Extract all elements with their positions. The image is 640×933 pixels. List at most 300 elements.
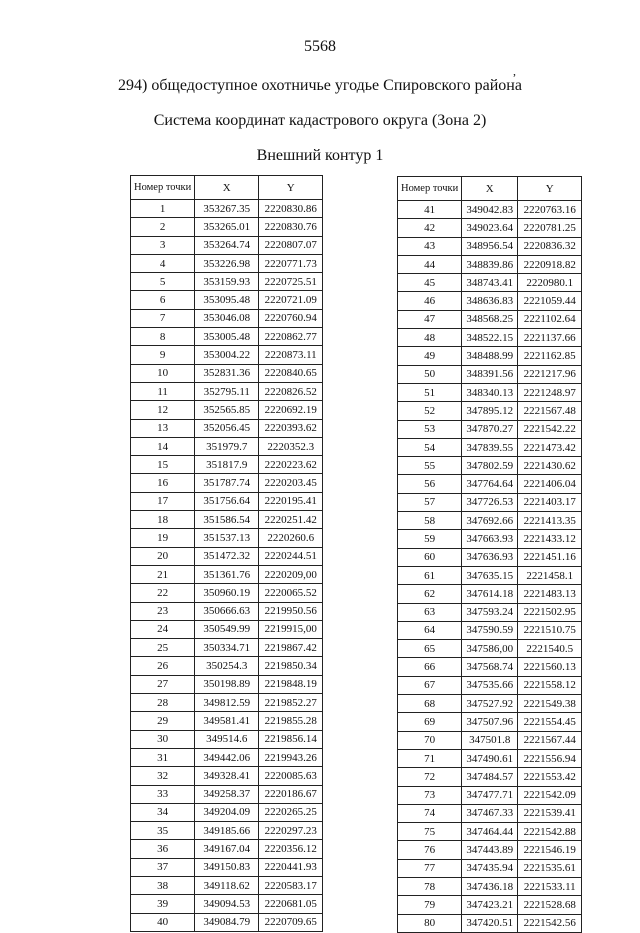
x-coordinate-cell: 347484.57 [462, 768, 518, 786]
table-row [398, 292, 582, 310]
x-coordinate-cell: 347423.21 [462, 896, 518, 914]
x-coordinate-cell: 353265.01 [195, 218, 259, 236]
x-coordinate-cell: 347464.44 [462, 823, 518, 841]
y-coordinate-cell: 2220830.76 [259, 218, 323, 236]
y-coordinate-cell: 2221137.66 [518, 329, 582, 347]
table-row [398, 658, 582, 676]
point-number-cell: 6 [131, 291, 195, 309]
x-coordinate-cell: 347839.55 [462, 438, 518, 456]
table-row [398, 548, 582, 566]
x-coordinate-cell: 349442.06 [195, 748, 259, 766]
table-row [398, 676, 582, 694]
x-coordinate-cell: 347467.33 [462, 804, 518, 822]
point-number-cell: 9 [131, 346, 195, 364]
y-coordinate-cell: 2221535.61 [518, 859, 582, 877]
point-number-cell: 24 [131, 620, 195, 638]
point-number-cell: 72 [398, 768, 462, 786]
y-coordinate-cell: 2219915,00 [259, 620, 323, 638]
point-number-cell: 4 [131, 254, 195, 272]
point-number-cell: 36 [131, 840, 195, 858]
point-number-cell: 70 [398, 731, 462, 749]
x-coordinate-cell: 351361.76 [195, 565, 259, 583]
table-row [398, 914, 582, 932]
table-row [398, 274, 582, 292]
table-row [398, 530, 582, 548]
column-header-point-number: Номер точки [131, 176, 195, 200]
point-number-cell: 37 [131, 858, 195, 876]
x-coordinate-cell: 348839.86 [462, 255, 518, 273]
y-coordinate-cell: 2220763.16 [518, 201, 582, 219]
x-coordinate-cell: 353004.22 [195, 346, 259, 364]
table-row [131, 236, 323, 254]
x-coordinate-cell: 347802.59 [462, 457, 518, 475]
point-number-cell: 15 [131, 456, 195, 474]
point-number-cell: 60 [398, 548, 462, 566]
table-row [131, 694, 323, 712]
table-row [131, 456, 323, 474]
table-row [131, 382, 323, 400]
y-coordinate-cell: 2220980.1 [518, 274, 582, 292]
table-row [131, 474, 323, 492]
y-coordinate-cell: 2220781.25 [518, 219, 582, 237]
y-coordinate-cell: 2220918.82 [518, 255, 582, 273]
x-coordinate-cell: 349581.41 [195, 712, 259, 730]
x-coordinate-cell: 350960.19 [195, 584, 259, 602]
y-coordinate-cell: 2220692.19 [259, 401, 323, 419]
point-number-cell: 16 [131, 474, 195, 492]
point-number-cell: 17 [131, 492, 195, 510]
y-coordinate-cell: 2219850.34 [259, 657, 323, 675]
contour-heading: Внешний контур 1 [256, 147, 384, 164]
x-coordinate-cell: 347535.66 [462, 676, 518, 694]
point-number-cell: 7 [131, 309, 195, 327]
table-row [398, 749, 582, 767]
y-coordinate-cell: 2220681.05 [259, 895, 323, 913]
y-coordinate-cell: 2221567.44 [518, 731, 582, 749]
y-coordinate-cell: 2221542.56 [518, 914, 582, 932]
y-coordinate-cell: 2220251.42 [259, 511, 323, 529]
point-number-cell: 14 [131, 437, 195, 455]
table-row [398, 255, 582, 273]
point-number-cell: 18 [131, 511, 195, 529]
x-coordinate-cell: 347420.51 [462, 914, 518, 932]
table-row [131, 620, 323, 638]
table-row [398, 310, 582, 328]
x-coordinate-cell: 349204.09 [195, 803, 259, 821]
point-number-cell: 49 [398, 347, 462, 365]
point-number-cell: 74 [398, 804, 462, 822]
table-row [131, 273, 323, 291]
table-row [131, 822, 323, 840]
table-row [398, 329, 582, 347]
point-number-cell: 29 [131, 712, 195, 730]
table-row [131, 419, 323, 437]
y-coordinate-cell: 2221542.22 [518, 420, 582, 438]
y-coordinate-cell: 2220760.94 [259, 309, 323, 327]
point-number-cell: 34 [131, 803, 195, 821]
x-coordinate-cell: 349042.83 [462, 201, 518, 219]
column-header-y: Y [518, 177, 582, 201]
table-row [131, 785, 323, 803]
table-row [131, 364, 323, 382]
x-coordinate-cell: 347764.64 [462, 475, 518, 493]
y-coordinate-cell: 2220826.52 [259, 382, 323, 400]
point-number-cell: 80 [398, 914, 462, 932]
column-header-y: Y [259, 176, 323, 200]
x-coordinate-cell: 352056.45 [195, 419, 259, 437]
y-coordinate-cell: 2220840.65 [259, 364, 323, 382]
point-number-cell: 66 [398, 658, 462, 676]
y-coordinate-cell: 2221540.5 [518, 640, 582, 658]
x-coordinate-cell: 347568.74 [462, 658, 518, 676]
point-number-cell: 32 [131, 767, 195, 785]
y-coordinate-cell: 2221406.04 [518, 475, 582, 493]
point-number-cell: 23 [131, 602, 195, 620]
y-coordinate-cell: 2221533.11 [518, 877, 582, 895]
point-number-cell: 26 [131, 657, 195, 675]
y-coordinate-cell: 2221483.13 [518, 585, 582, 603]
point-number-cell: 75 [398, 823, 462, 841]
x-coordinate-cell: 351756.64 [195, 492, 259, 510]
coordinate-system-subtitle: Система координат кадастрового округа (Зона 2) [153, 112, 487, 129]
table-row [398, 475, 582, 493]
table-row [398, 420, 582, 438]
table-row [398, 512, 582, 530]
point-number-cell: 35 [131, 822, 195, 840]
x-coordinate-cell: 347435.94 [462, 859, 518, 877]
point-number-cell: 63 [398, 603, 462, 621]
point-number-cell: 59 [398, 530, 462, 548]
table-row [131, 492, 323, 510]
point-number-cell: 57 [398, 493, 462, 511]
point-number-cell: 13 [131, 419, 195, 437]
point-number-cell: 53 [398, 420, 462, 438]
y-coordinate-cell: 2220441.93 [259, 858, 323, 876]
point-number-cell: 61 [398, 566, 462, 584]
x-coordinate-cell: 349167.04 [195, 840, 259, 858]
x-coordinate-cell: 348568.25 [462, 310, 518, 328]
point-number-cell: 79 [398, 896, 462, 914]
y-coordinate-cell: 2221473.42 [518, 438, 582, 456]
y-coordinate-cell: 2221510.75 [518, 621, 582, 639]
y-coordinate-cell: 2221528.68 [518, 896, 582, 914]
table-row [398, 768, 582, 786]
y-coordinate-cell: 2221558.12 [518, 676, 582, 694]
y-coordinate-cell: 2220393.62 [259, 419, 323, 437]
x-coordinate-cell: 351787.74 [195, 474, 259, 492]
y-coordinate-cell: 2220223.62 [259, 456, 323, 474]
table-row [398, 713, 582, 731]
x-coordinate-cell: 347501.8 [462, 731, 518, 749]
page-number: 5568 [304, 38, 336, 55]
y-coordinate-cell: 2220260.6 [259, 529, 323, 547]
table-row [131, 602, 323, 620]
table-row [131, 657, 323, 675]
x-coordinate-cell: 347527.92 [462, 695, 518, 713]
x-coordinate-cell: 349328.41 [195, 767, 259, 785]
y-coordinate-cell: 2221433.12 [518, 530, 582, 548]
y-coordinate-cell: 2221502.95 [518, 603, 582, 621]
point-number-cell: 12 [131, 401, 195, 419]
table-row [131, 712, 323, 730]
y-coordinate-cell: 2220862.77 [259, 328, 323, 346]
table-row [398, 823, 582, 841]
table-row [398, 365, 582, 383]
table-row [131, 547, 323, 565]
point-number-cell: 76 [398, 841, 462, 859]
x-coordinate-cell: 349185.66 [195, 822, 259, 840]
point-number-cell: 22 [131, 584, 195, 602]
x-coordinate-cell: 349084.79 [195, 913, 259, 931]
y-coordinate-cell: 2219943.26 [259, 748, 323, 766]
y-coordinate-cell: 2220209,00 [259, 565, 323, 583]
point-number-cell: 68 [398, 695, 462, 713]
point-number-cell: 48 [398, 329, 462, 347]
y-coordinate-cell: 2221542.09 [518, 786, 582, 804]
point-number-cell: 38 [131, 876, 195, 894]
y-coordinate-cell: 2219950.56 [259, 602, 323, 620]
x-coordinate-cell: 350334.71 [195, 639, 259, 657]
y-coordinate-cell: 2221059.44 [518, 292, 582, 310]
point-number-cell: 78 [398, 877, 462, 895]
point-number-cell: 27 [131, 675, 195, 693]
table-row [398, 347, 582, 365]
table-row [398, 438, 582, 456]
y-coordinate-cell: 2220807.07 [259, 236, 323, 254]
y-coordinate-cell: 2220085.63 [259, 767, 323, 785]
table-row [131, 840, 323, 858]
x-coordinate-cell: 347593.24 [462, 603, 518, 621]
x-coordinate-cell: 347436.18 [462, 877, 518, 895]
y-coordinate-cell: 2220725.51 [259, 273, 323, 291]
y-coordinate-cell: 2221102.64 [518, 310, 582, 328]
point-number-cell: 65 [398, 640, 462, 658]
x-coordinate-cell: 351472.32 [195, 547, 259, 565]
point-number-cell: 47 [398, 310, 462, 328]
x-coordinate-cell: 347663.93 [462, 530, 518, 548]
point-number-cell: 54 [398, 438, 462, 456]
table-row [398, 457, 582, 475]
y-coordinate-cell: 2220195.41 [259, 492, 323, 510]
y-coordinate-cell: 2220771.73 [259, 254, 323, 272]
point-number-cell: 73 [398, 786, 462, 804]
table-row [398, 383, 582, 401]
x-coordinate-cell: 347477.71 [462, 786, 518, 804]
y-coordinate-cell: 2220352.3 [259, 437, 323, 455]
stray-mark: , [513, 64, 516, 78]
point-number-cell: 19 [131, 529, 195, 547]
y-coordinate-cell: 2221430.62 [518, 457, 582, 475]
point-number-cell: 62 [398, 585, 462, 603]
table-row [398, 786, 582, 804]
table-row [131, 309, 323, 327]
y-coordinate-cell: 2221567.48 [518, 402, 582, 420]
point-number-cell: 8 [131, 328, 195, 346]
x-coordinate-cell: 353046.08 [195, 309, 259, 327]
point-number-cell: 40 [131, 913, 195, 931]
x-coordinate-cell: 353005.48 [195, 328, 259, 346]
y-coordinate-cell: 2220830.86 [259, 200, 323, 218]
y-coordinate-cell: 2220583.17 [259, 876, 323, 894]
point-number-cell: 51 [398, 383, 462, 401]
table-row [131, 803, 323, 821]
table-row [398, 640, 582, 658]
point-number-cell: 56 [398, 475, 462, 493]
point-number-cell: 28 [131, 694, 195, 712]
coordinates-table-left [130, 175, 323, 932]
point-number-cell: 1 [131, 200, 195, 218]
y-coordinate-cell: 2221451.16 [518, 548, 582, 566]
table-row [398, 201, 582, 219]
document-title: 294) общедоступное охотничье угодье Спировского района [118, 77, 522, 94]
x-coordinate-cell: 348636.83 [462, 292, 518, 310]
x-coordinate-cell: 350198.89 [195, 675, 259, 693]
table-header-row [398, 177, 582, 201]
table-row [398, 695, 582, 713]
point-number-cell: 67 [398, 676, 462, 694]
table-row [398, 566, 582, 584]
table-row [131, 291, 323, 309]
point-number-cell: 3 [131, 236, 195, 254]
y-coordinate-cell: 2220721.09 [259, 291, 323, 309]
y-coordinate-cell: 2220203.45 [259, 474, 323, 492]
x-coordinate-cell: 353095.48 [195, 291, 259, 309]
point-number-cell: 25 [131, 639, 195, 657]
column-header-x: X [462, 177, 518, 201]
table-row [131, 895, 323, 913]
table-row [131, 529, 323, 547]
table-row [398, 603, 582, 621]
table-row [131, 511, 323, 529]
y-coordinate-cell: 2220709.65 [259, 913, 323, 931]
point-number-cell: 69 [398, 713, 462, 731]
table-row [131, 858, 323, 876]
x-coordinate-cell: 348488.99 [462, 347, 518, 365]
point-number-cell: 31 [131, 748, 195, 766]
x-coordinate-cell: 347507.96 [462, 713, 518, 731]
column-header-x: X [195, 176, 259, 200]
table-row [398, 237, 582, 255]
point-number-cell: 33 [131, 785, 195, 803]
y-coordinate-cell: 2219848.19 [259, 675, 323, 693]
x-coordinate-cell: 352795.11 [195, 382, 259, 400]
x-coordinate-cell: 351817.9 [195, 456, 259, 474]
point-number-cell: 46 [398, 292, 462, 310]
table-row [131, 675, 323, 693]
y-coordinate-cell: 2221549.38 [518, 695, 582, 713]
point-number-cell: 2 [131, 218, 195, 236]
point-number-cell: 41 [398, 201, 462, 219]
x-coordinate-cell: 349258.37 [195, 785, 259, 803]
table-row [131, 913, 323, 931]
point-number-cell: 20 [131, 547, 195, 565]
x-coordinate-cell: 347692.66 [462, 512, 518, 530]
y-coordinate-cell: 2220356.12 [259, 840, 323, 858]
x-coordinate-cell: 349094.53 [195, 895, 259, 913]
y-coordinate-cell: 2220836.32 [518, 237, 582, 255]
column-header-point-number: Номер точки [398, 177, 462, 201]
y-coordinate-cell: 2219855.28 [259, 712, 323, 730]
x-coordinate-cell: 349514.6 [195, 730, 259, 748]
x-coordinate-cell: 347636.93 [462, 548, 518, 566]
y-coordinate-cell: 2221217.96 [518, 365, 582, 383]
y-coordinate-cell: 2220244.51 [259, 547, 323, 565]
table-row [131, 218, 323, 236]
x-coordinate-cell: 351979.7 [195, 437, 259, 455]
x-coordinate-cell: 348340.13 [462, 383, 518, 401]
y-coordinate-cell: 2221539.41 [518, 804, 582, 822]
table-row [131, 584, 323, 602]
table-row [131, 437, 323, 455]
table-row [131, 401, 323, 419]
x-coordinate-cell: 350549.99 [195, 620, 259, 638]
x-coordinate-cell: 347635.15 [462, 566, 518, 584]
table-row [398, 731, 582, 749]
table-row [398, 402, 582, 420]
table-row [131, 346, 323, 364]
x-coordinate-cell: 351537.13 [195, 529, 259, 547]
table-row [131, 328, 323, 346]
x-coordinate-cell: 347586,00 [462, 640, 518, 658]
point-number-cell: 5 [131, 273, 195, 291]
table-row [398, 219, 582, 237]
point-number-cell: 50 [398, 365, 462, 383]
point-number-cell: 11 [131, 382, 195, 400]
point-number-cell: 30 [131, 730, 195, 748]
x-coordinate-cell: 353267.35 [195, 200, 259, 218]
y-coordinate-cell: 2221546.19 [518, 841, 582, 859]
point-number-cell: 43 [398, 237, 462, 255]
table-row [131, 254, 323, 272]
table-row [131, 639, 323, 657]
point-number-cell: 71 [398, 749, 462, 767]
table-row [398, 621, 582, 639]
coordinates-table-right [397, 176, 582, 933]
y-coordinate-cell: 2220873.11 [259, 346, 323, 364]
point-number-cell: 39 [131, 895, 195, 913]
x-coordinate-cell: 347870.27 [462, 420, 518, 438]
table-row [131, 767, 323, 785]
table-row [131, 565, 323, 583]
y-coordinate-cell: 2220186.67 [259, 785, 323, 803]
y-coordinate-cell: 2221248.97 [518, 383, 582, 401]
y-coordinate-cell: 2220297.23 [259, 822, 323, 840]
table-row [398, 877, 582, 895]
point-number-cell: 10 [131, 364, 195, 382]
point-number-cell: 64 [398, 621, 462, 639]
x-coordinate-cell: 348743.41 [462, 274, 518, 292]
table-row [398, 841, 582, 859]
x-coordinate-cell: 349812.59 [195, 694, 259, 712]
y-coordinate-cell: 2219852.27 [259, 694, 323, 712]
table-row [131, 748, 323, 766]
table-row [398, 585, 582, 603]
x-coordinate-cell: 348391.56 [462, 365, 518, 383]
x-coordinate-cell: 353159.93 [195, 273, 259, 291]
x-coordinate-cell: 350666.63 [195, 602, 259, 620]
point-number-cell: 21 [131, 565, 195, 583]
x-coordinate-cell: 348956.54 [462, 237, 518, 255]
y-coordinate-cell: 2221458.1 [518, 566, 582, 584]
x-coordinate-cell: 349150.83 [195, 858, 259, 876]
table-row [398, 493, 582, 511]
x-coordinate-cell: 347614.18 [462, 585, 518, 603]
x-coordinate-cell: 350254.3 [195, 657, 259, 675]
point-number-cell: 44 [398, 255, 462, 273]
x-coordinate-cell: 347443.89 [462, 841, 518, 859]
y-coordinate-cell: 2221542.88 [518, 823, 582, 841]
point-number-cell: 55 [398, 457, 462, 475]
